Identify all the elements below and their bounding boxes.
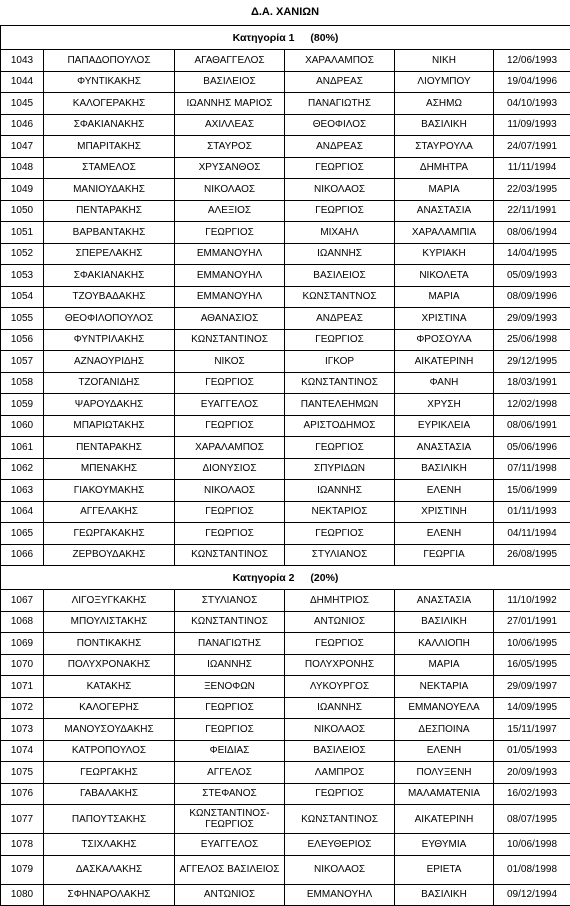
category-header [1,566,570,590]
surname-cell: ΑΓΓΕΛΑΚΗΣ [44,501,175,523]
father-name-cell: ΙΓΚΟΡ [285,351,395,373]
table-row [1,783,570,805]
table-row [1,114,570,136]
birth-date-cell: 05/09/1993 [494,265,570,287]
mother-name-cell: ΧΑΡΑΛΑΜΠΙΑ [395,222,494,244]
entry-number-cell: 1073 [1,719,44,741]
surname-cell: ΨΑΡΟΥΔΑΚΗΣ [44,394,175,416]
birth-date-cell: 29/09/1993 [494,308,570,330]
birth-date-cell: 25/06/1998 [494,329,570,351]
surname-cell: ΓΕΩΡΓΑΚΑΚΗΣ [44,523,175,545]
table-row [1,834,570,856]
surname-cell: ΚΑΤΡΟΠΟΥΛΟΣ [44,740,175,762]
mother-name-cell: ΑΣΗΜΩ [395,93,494,115]
category-percent: (80%) [310,32,338,44]
father-name-cell: ΘΕΟΦΙΛΟΣ [285,114,395,136]
mother-name-cell: ΝΙΚΗ [395,50,494,72]
mother-name-cell: ΝΕΚΤΑΡΙΑ [395,676,494,698]
surname-cell: ΚΑΛΟΓΕΡΑΚΗΣ [44,93,175,115]
entry-number-cell: 1067 [1,590,44,612]
surname-cell: ΓΕΩΡΓΑΚΗΣ [44,762,175,784]
entry-number-cell: 1045 [1,93,44,115]
surname-cell: ΣΠΕΡΕΛΑΚΗΣ [44,243,175,265]
surname-cell: ΑΖΝΑΟΥΡΙΔΗΣ [44,351,175,373]
birth-date-cell: 12/06/1993 [494,50,570,72]
surname-cell: ΣΤΑΜΕΛΟΣ [44,157,175,179]
father-name-cell: ΑΝΔΡΕΑΣ [285,136,395,158]
birth-date-cell: 22/03/1995 [494,179,570,201]
father-name-cell: ΠΑΝΑΓΙΩΤΗΣ [285,93,395,115]
table-row [1,308,570,330]
first-name-cell: ΑΘΑΝΑΣΙΟΣ [175,308,285,330]
birth-date-cell: 04/10/1993 [494,93,570,115]
mother-name-cell: ΒΑΣΙΛΙΚΗ [395,611,494,633]
table-row [1,884,570,906]
birth-date-cell: 04/11/1994 [494,523,570,545]
entry-number-cell: 1077 [1,805,44,834]
first-name-cell: ΑΛΕΞΙΟΣ [175,200,285,222]
birth-date-cell: 22/11/1991 [494,200,570,222]
first-name-cell: ΝΙΚΟΛΑΟΣ [175,179,285,201]
mother-name-cell: ΕΛΕΝΗ [395,523,494,545]
entry-number-cell: 1069 [1,633,44,655]
father-name-cell: ΕΜΜΑΝΟΥΗΛ [285,884,395,906]
birth-date-cell: 16/02/1993 [494,783,570,805]
entry-number-cell: 1071 [1,676,44,698]
mother-name-cell: ΜΑΡΙΑ [395,286,494,308]
entry-number-cell: 1052 [1,243,44,265]
surname-cell: ΤΣΙΧΛΑΚΗΣ [44,834,175,856]
birth-date-cell: 11/11/1994 [494,157,570,179]
first-name-cell: ΑΓΓΕΛΟΣ ΒΑΣΙΛΕΙΟΣ [175,855,285,884]
father-name-cell: ΒΑΣΙΛΕΙΟΣ [285,265,395,287]
birth-date-cell: 01/08/1998 [494,855,570,884]
surname-cell: ΠΕΝΤΑΡΑΚΗΣ [44,437,175,459]
mother-name-cell: ΕΡΙΕΤΑ [395,855,494,884]
first-name-cell: ΧΡΥΣΑΝΘΟΣ [175,157,285,179]
first-name-cell: ΕΜΜΑΝΟΥΗΛ [175,265,285,287]
birth-date-cell: 08/09/1996 [494,286,570,308]
first-name-cell: ΓΕΩΡΓΙΟΣ [175,501,285,523]
birth-date-cell: 26/08/1995 [494,544,570,566]
birth-date-cell: 11/09/1993 [494,114,570,136]
mother-name-cell: ΕΛΕΝΗ [395,480,494,502]
father-name-cell: ΓΕΩΡΓΙΟΣ [285,783,395,805]
first-name-cell: ΣΤΥΛΙΑΝΟΣ [175,590,285,612]
father-name-cell: ΙΩΑΝΝΗΣ [285,243,395,265]
table-row [1,179,570,201]
entry-number-cell: 1076 [1,783,44,805]
category-header-row [1,26,570,50]
mother-name-cell: ΕΥΘΥΜΙΑ [395,834,494,856]
birth-date-cell: 18/03/1991 [494,372,570,394]
surname-cell: ΜΠΑΡΙΩΤΑΚΗΣ [44,415,175,437]
entry-number-cell: 1061 [1,437,44,459]
table-row [1,351,570,373]
results-table-body [1,26,570,906]
father-name-cell: ΜΙΧΑΗΛ [285,222,395,244]
page-title: Δ.Α. ΧΑΝΙΩΝ [0,0,570,25]
table-row [1,286,570,308]
father-name-cell: ΧΑΡΑΛΑΜΠΟΣ [285,50,395,72]
father-name-cell: ΣΠΥΡΙΔΩΝ [285,458,395,480]
first-name-cell: ΦΕΙΔΙΑΣ [175,740,285,762]
first-name-cell: ΧΑΡΑΛΑΜΠΟΣ [175,437,285,459]
entry-number-cell: 1050 [1,200,44,222]
father-name-cell: ΓΕΩΡΓΙΟΣ [285,329,395,351]
first-name-cell: ΑΧΙΛΛΕΑΣ [175,114,285,136]
father-name-cell: ΛΥΚΟΥΡΓΟΣ [285,676,395,698]
birth-date-cell: 07/11/1998 [494,458,570,480]
mother-name-cell: ΔΗΜΗΤΡΑ [395,157,494,179]
surname-cell: ΣΦΑΚΙΑΝΑΚΗΣ [44,114,175,136]
father-name-cell: ΚΩΝΣΤΑΝΤΝΟΣ [285,286,395,308]
entry-number-cell: 1053 [1,265,44,287]
father-name-cell: ΓΕΩΡΓΙΟΣ [285,523,395,545]
surname-cell: ΜΠΕΝΑΚΗΣ [44,458,175,480]
surname-cell: ΒΑΡΒΑΝΤΑΚΗΣ [44,222,175,244]
table-row [1,157,570,179]
table-row [1,222,570,244]
father-name-cell: ΒΑΣΙΛΕΙΟΣ [285,740,395,762]
entry-number-cell: 1079 [1,855,44,884]
surname-cell: ΠΑΠΑΔΟΠΟΥΛΟΣ [44,50,175,72]
birth-date-cell: 15/11/1997 [494,719,570,741]
table-row [1,265,570,287]
birth-date-cell: 12/02/1998 [494,394,570,416]
first-name-cell: ΕΜΜΑΝΟΥΗΛ [175,243,285,265]
birth-date-cell: 16/05/1995 [494,654,570,676]
first-name-cell: ΚΩΝΣΤΑΝΤΙΝΟΣ-ΓΕΩΡΓΙΟΣ [175,805,285,834]
birth-date-cell: 24/07/1991 [494,136,570,158]
mother-name-cell: ΕΛΕΝΗ [395,740,494,762]
entry-number-cell: 1055 [1,308,44,330]
first-name-cell: ΙΩΑΝΝΗΣ [175,654,285,676]
table-row [1,372,570,394]
father-name-cell: ΓΕΩΡΓΙΟΣ [285,157,395,179]
surname-cell: ΤΖΟΓΑΝΙΔΗΣ [44,372,175,394]
entry-number-cell: 1046 [1,114,44,136]
table-row [1,480,570,502]
entry-number-cell: 1064 [1,501,44,523]
father-name-cell: ΑΡΙΣΤΟΔΗΜΟΣ [285,415,395,437]
table-row [1,697,570,719]
entry-number-cell: 1072 [1,697,44,719]
mother-name-cell: ΔΕΣΠΟΙΝΑ [395,719,494,741]
mother-name-cell: ΧΡΙΣΤΙΝΗ [395,501,494,523]
birth-date-cell: 29/12/1995 [494,351,570,373]
first-name-cell: ΣΤΕΦΑΝΟΣ [175,783,285,805]
category-header-row [1,566,570,590]
entry-number-cell: 1075 [1,762,44,784]
surname-cell: ΚΑΛΟΓΕΡΗΣ [44,697,175,719]
entry-number-cell: 1074 [1,740,44,762]
entry-number-cell: 1063 [1,480,44,502]
mother-name-cell: ΧΡΙΣΤΙΝΑ [395,308,494,330]
surname-cell: ΠΕΝΤΑΡΑΚΗΣ [44,200,175,222]
father-name-cell: ΚΩΝΣΤΑΝΤΙΝΟΣ [285,805,395,834]
father-name-cell: ΙΩΑΝΝΗΣ [285,480,395,502]
birth-date-cell: 01/05/1993 [494,740,570,762]
table-row [1,136,570,158]
mother-name-cell: ΧΡΥΣΗ [395,394,494,416]
father-name-cell: ΚΩΝΣΤΑΝΤΙΝΟΣ [285,372,395,394]
surname-cell: ΓΙΑΚΟΥΜΑΚΗΣ [44,480,175,502]
father-name-cell: ΣΤΥΛΙΑΝΟΣ [285,544,395,566]
table-row [1,523,570,545]
surname-cell: ΔΑΣΚΑΛΑΚΗΣ [44,855,175,884]
father-name-cell: ΙΩΑΝΝΗΣ [285,697,395,719]
surname-cell: ΘΕΟΦΙΛΟΠΟΥΛΟΣ [44,308,175,330]
first-name-cell: ΔΙΟΝΥΣΙΟΣ [175,458,285,480]
mother-name-cell: ΕΜΜΑΝΟΥΕΛΑ [395,697,494,719]
surname-cell: ΜΠΑΡΙΤΑΚΗΣ [44,136,175,158]
entry-number-cell: 1049 [1,179,44,201]
mother-name-cell: ΒΑΣΙΛΙΚΗ [395,458,494,480]
first-name-cell: ΓΕΩΡΓΙΟΣ [175,719,285,741]
table-row [1,611,570,633]
birth-date-cell: 08/07/1995 [494,805,570,834]
entry-number-cell: 1048 [1,157,44,179]
table-row [1,501,570,523]
table-row [1,93,570,115]
surname-cell: ΤΖΟΥΒΑΔΑΚΗΣ [44,286,175,308]
surname-cell: ΜΑΝΟΥΣΟΥΔΑΚΗΣ [44,719,175,741]
entry-number-cell: 1060 [1,415,44,437]
entry-number-cell: 1059 [1,394,44,416]
father-name-cell: ΔΗΜΗΤΡΙΟΣ [285,590,395,612]
entry-number-cell: 1065 [1,523,44,545]
first-name-cell: ΙΩΑΝΝΗΣ ΜΑΡΙΟΣ [175,93,285,115]
birth-date-cell: 11/10/1992 [494,590,570,612]
first-name-cell: ΓΕΩΡΓΙΟΣ [175,372,285,394]
table-row [1,71,570,93]
first-name-cell: ΒΑΣΙΛΕΙΟΣ [175,71,285,93]
mother-name-cell: ΜΑΡΙΑ [395,654,494,676]
birth-date-cell: 08/06/1994 [494,222,570,244]
table-row [1,762,570,784]
mother-name-cell: ΒΑΣΙΛΙΚΗ [395,114,494,136]
birth-date-cell: 29/09/1997 [494,676,570,698]
entry-number-cell: 1056 [1,329,44,351]
mother-name-cell: ΑΝΑΣΤΑΣΙΑ [395,590,494,612]
table-row [1,676,570,698]
mother-name-cell: ΚΥΡΙΑΚΗ [395,243,494,265]
entry-number-cell: 1054 [1,286,44,308]
entry-number-cell: 1057 [1,351,44,373]
category-header [1,26,570,50]
birth-date-cell: 10/06/1995 [494,633,570,655]
entry-number-cell: 1047 [1,136,44,158]
father-name-cell: ΠΑΝΤΕΛΕΗΜΩΝ [285,394,395,416]
father-name-cell: ΓΕΩΡΓΙΟΣ [285,437,395,459]
birth-date-cell: 19/04/1996 [494,71,570,93]
table-row [1,437,570,459]
father-name-cell: ΕΛΕΥΘΕΡΙΟΣ [285,834,395,856]
mother-name-cell: ΑΙΚΑΤΕΡΙΝΗ [395,351,494,373]
birth-date-cell: 05/06/1996 [494,437,570,459]
mother-name-cell: ΕΥΡΙΚΛΕΙΑ [395,415,494,437]
entry-number-cell: 1043 [1,50,44,72]
results-table [0,25,570,906]
surname-cell: ΠΑΠΟΥΤΣΑΚΗΣ [44,805,175,834]
mother-name-cell: ΓΕΩΡΓΙΑ [395,544,494,566]
birth-date-cell: 10/06/1998 [494,834,570,856]
category-label: Κατηγορία 1 [233,32,295,44]
father-name-cell: ΑΝΤΩΝΙΟΣ [285,611,395,633]
birth-date-cell: 09/12/1994 [494,884,570,906]
first-name-cell: ΕΥΑΓΓΕΛΟΣ [175,394,285,416]
mother-name-cell: ΝΙΚΟΛΕΤΑ [395,265,494,287]
surname-cell: ΜΠΟΥΛΙΣΤΑΚΗΣ [44,611,175,633]
first-name-cell: ΚΩΝΣΤΑΝΤΙΝΟΣ [175,329,285,351]
entry-number-cell: 1068 [1,611,44,633]
mother-name-cell: ΑΝΑΣΤΑΣΙΑ [395,437,494,459]
first-name-cell: ΓΕΩΡΓΙΟΣ [175,697,285,719]
table-row [1,855,570,884]
birth-date-cell: 27/01/1991 [494,611,570,633]
mother-name-cell: ΒΑΣΙΛΙΚΗ [395,884,494,906]
table-row [1,719,570,741]
table-row [1,740,570,762]
table-row [1,200,570,222]
surname-cell: ΣΦΗΝΑΡΟΛΑΚΗΣ [44,884,175,906]
birth-date-cell: 15/06/1999 [494,480,570,502]
father-name-cell: ΓΕΩΡΓΙΟΣ [285,200,395,222]
father-name-cell: ΑΝΔΡΕΑΣ [285,308,395,330]
father-name-cell: ΝΕΚΤΑΡΙΟΣ [285,501,395,523]
surname-cell: ΖΕΡΒΟΥΔΑΚΗΣ [44,544,175,566]
first-name-cell: ΞΕΝΟΦΩΝ [175,676,285,698]
table-row [1,633,570,655]
first-name-cell: ΓΕΩΡΓΙΟΣ [175,222,285,244]
entry-number-cell: 1080 [1,884,44,906]
surname-cell: ΣΦΑΚΙΑΝΑΚΗΣ [44,265,175,287]
table-row [1,458,570,480]
first-name-cell: ΑΓΑΘΑΓΓΕΛΟΣ [175,50,285,72]
first-name-cell: ΕΜΜΑΝΟΥΗΛ [175,286,285,308]
entry-number-cell: 1070 [1,654,44,676]
mother-name-cell: ΣΤΑΥΡΟΥΛΑ [395,136,494,158]
table-row [1,544,570,566]
father-name-cell: ΝΙΚΟΛΑΟΣ [285,719,395,741]
father-name-cell: ΛΑΜΠΡΟΣ [285,762,395,784]
entry-number-cell: 1058 [1,372,44,394]
first-name-cell: ΓΕΩΡΓΙΟΣ [175,523,285,545]
first-name-cell: ΕΥΑΓΓΕΛΟΣ [175,834,285,856]
birth-date-cell: 01/11/1993 [494,501,570,523]
surname-cell: ΠΟΝΤΙΚΑΚΗΣ [44,633,175,655]
entry-number-cell: 1051 [1,222,44,244]
surname-cell: ΦΥΝΤΡΙΛΑΚΗΣ [44,329,175,351]
first-name-cell: ΓΕΩΡΓΙΟΣ [175,415,285,437]
mother-name-cell: ΚΑΛΛΙΟΠΗ [395,633,494,655]
first-name-cell: ΠΑΝΑΓΙΩΤΗΣ [175,633,285,655]
table-row [1,243,570,265]
first-name-cell: ΑΝΤΩΝΙΟΣ [175,884,285,906]
father-name-cell: ΝΙΚΟΛΑΟΣ [285,179,395,201]
birth-date-cell: 20/09/1993 [494,762,570,784]
father-name-cell: ΠΟΛΥΧΡΟΝΗΣ [285,654,395,676]
surname-cell: ΦΥΝΤΙΚΑΚΗΣ [44,71,175,93]
surname-cell: ΛΙΓΟΞΥΓΚΑΚΗΣ [44,590,175,612]
surname-cell: ΚΑΤΑΚΗΣ [44,676,175,698]
first-name-cell: ΚΩΝΣΤΑΝΤΙΝΟΣ [175,544,285,566]
table-row [1,415,570,437]
mother-name-cell: ΦΑΝΗ [395,372,494,394]
table-row [1,394,570,416]
first-name-cell: ΣΤΑΥΡΟΣ [175,136,285,158]
birth-date-cell: 14/04/1995 [494,243,570,265]
birth-date-cell: 14/09/1995 [494,697,570,719]
table-row [1,805,570,834]
first-name-cell: ΝΙΚΟΣ [175,351,285,373]
mother-name-cell: ΛΙΟΥΜΠΟΥ [395,71,494,93]
table-row [1,590,570,612]
father-name-cell: ΑΝΔΡΕΑΣ [285,71,395,93]
category-percent: (20%) [310,572,338,584]
father-name-cell: ΓΕΩΡΓΙΟΣ [285,633,395,655]
entry-number-cell: 1062 [1,458,44,480]
table-row [1,50,570,72]
entry-number-cell: 1044 [1,71,44,93]
mother-name-cell: ΑΙΚΑΤΕΡΙΝΗ [395,805,494,834]
mother-name-cell: ΜΑΛΑΜΑΤΕΝΙΑ [395,783,494,805]
first-name-cell: ΝΙΚΟΛΑΟΣ [175,480,285,502]
surname-cell: ΠΟΛΥΧΡΟΝΑΚΗΣ [44,654,175,676]
mother-name-cell: ΑΝΑΣΤΑΣΙΑ [395,200,494,222]
entry-number-cell: 1078 [1,834,44,856]
surname-cell: ΜΑΝΙΟΥΔΑΚΗΣ [44,179,175,201]
father-name-cell: ΝΙΚΟΛΑΟΣ [285,855,395,884]
mother-name-cell: ΦΡΟΣΟΥΛΑ [395,329,494,351]
category-label: Κατηγορία 2 [233,572,295,584]
mother-name-cell: ΠΟΛΥΞΕΝΗ [395,762,494,784]
birth-date-cell: 08/06/1991 [494,415,570,437]
table-row [1,329,570,351]
mother-name-cell: ΜΑΡΙΑ [395,179,494,201]
first-name-cell: ΚΩΝΣΤΑΝΤΙΝΟΣ [175,611,285,633]
entry-number-cell: 1066 [1,544,44,566]
first-name-cell: ΑΓΓΕΛΟΣ [175,762,285,784]
surname-cell: ΓΑΒΑΛΑΚΗΣ [44,783,175,805]
table-row [1,654,570,676]
